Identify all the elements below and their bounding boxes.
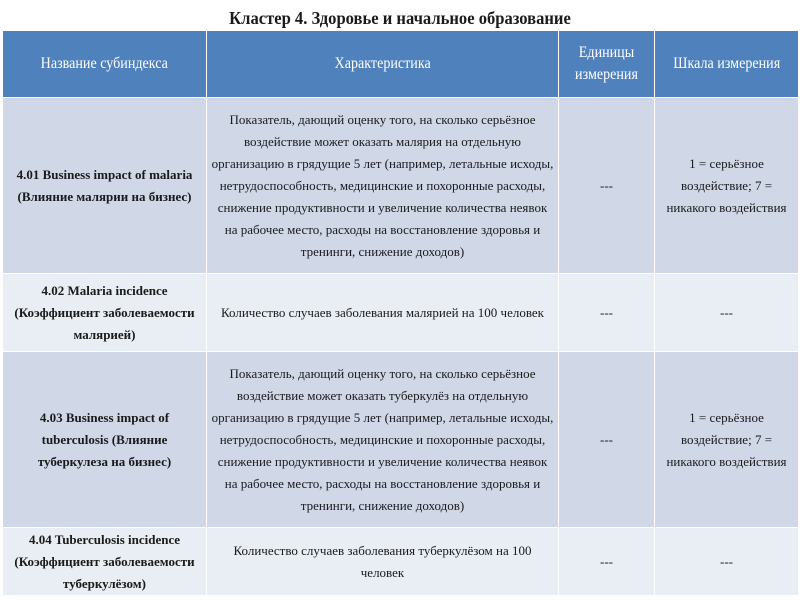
- subindex-table: [2, 30, 799, 596]
- subindex-units: ---: [559, 352, 655, 528]
- header-name: Название субиндекса: [3, 31, 207, 98]
- subindex-scale: ---: [655, 528, 799, 596]
- subindex-scale: 1 = серьёзное воздействие; 7 = никакого воздействия: [655, 352, 799, 528]
- subindex-scale: 1 = серьёзное воздействие; 7 = никакого воздействия: [655, 98, 799, 274]
- subindex-description: Показатель, дающий оценку того, на сколько серьёзное воздействие может оказать малярия на отдельную организацию в грядущие 5 лет (например, летальные исходы, нетрудоспособность, медицинские и похоронные расходы, снижение продуктивности и увеличение количества неявок на рабочее место, расходы на восстановление здоровья и тренинги, снижение доходов): [207, 98, 559, 274]
- subindex-name: 4.02 Malaria incidence (Коэффициент заболеваемости малярией): [3, 274, 207, 352]
- subindex-units: ---: [559, 274, 655, 352]
- header-scale: Шкала измерения: [655, 31, 799, 98]
- table-header-row: [3, 31, 799, 98]
- subindex-units: ---: [559, 98, 655, 274]
- subindex-scale: ---: [655, 274, 799, 352]
- subindex-name: 4.04 Tuberculosis incidence (Коэффициент заболеваемости туберкулёзом): [3, 528, 207, 596]
- slide-title: Кластер 4. Здоровье и начальное образование: [229, 8, 571, 28]
- header-description: Характеристика: [207, 31, 559, 98]
- subindex-name: 4.03 Business impact of tuberculosis (Влияние туберкулеза на бизнес): [3, 352, 207, 528]
- subindex-description: Количество случаев заболевания малярией на 100 человек: [207, 274, 559, 352]
- subindex-units: ---: [559, 528, 655, 596]
- table-row: [3, 98, 799, 274]
- subindex-name: 4.01 Business impact of malaria (Влияние малярии на бизнес): [3, 98, 207, 274]
- subindex-description: Количество случаев заболевания туберкулёзом на 100 человек: [207, 528, 559, 596]
- table-row: [3, 352, 799, 528]
- table-row: [3, 528, 799, 596]
- subindex-description: Показатель, дающий оценку того, на сколько серьёзное воздействие может оказать туберкулёз на отдельную организацию в грядущие 5 лет (например, летальные исходы, нетрудоспособность, медицинские и похоронные расходы, снижение продуктивности и увеличение количества неявок на рабочее место, расходы на восстановление здоровья и тренинги, снижение доходов): [207, 352, 559, 528]
- header-units: Единицы измерения: [559, 31, 655, 98]
- table-row: [3, 274, 799, 352]
